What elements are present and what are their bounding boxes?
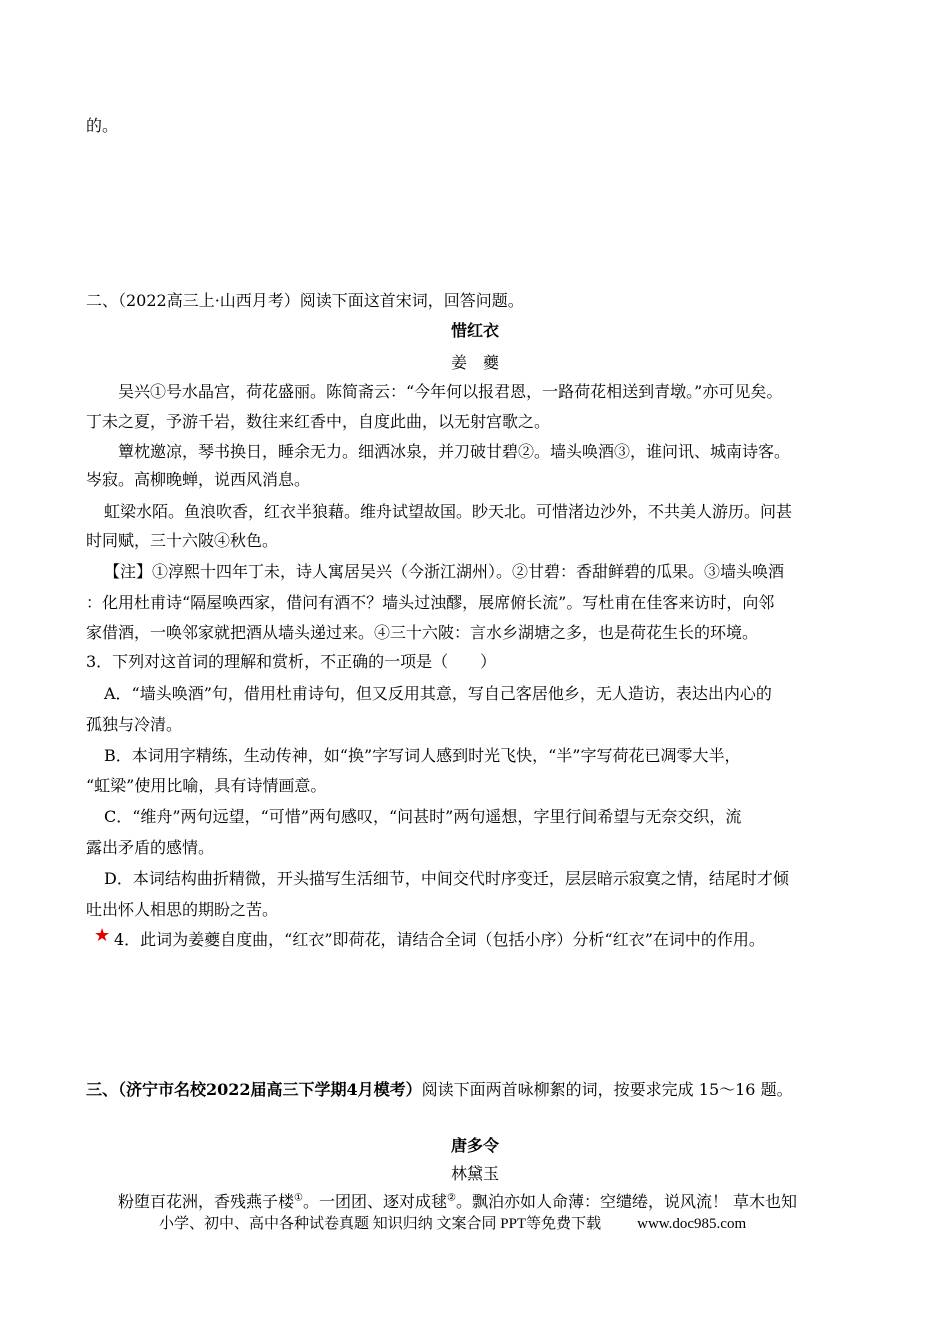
stanza2-line: 虹梁水陌。鱼浪吹香，红衣半狼藉。维舟试望故国。眇天北。可惜渚边沙外，不共美人游历。问甚 <box>104 502 793 521</box>
footnote-marker: ① <box>294 1192 303 1204</box>
poem-author: 姜 夔 <box>450 353 499 372</box>
note-line: 家借酒，一唤邻家就把酒从墙头递过来。④三十六陂：言水乡湖塘之多，也是荷花生长的环境。 <box>86 623 759 642</box>
footer-text: 小学、初中、高中各种试卷真题 知识归纳 文案合同 PPT等免费下载 <box>159 1216 602 1232</box>
option-d-cont: 吐出怀人相思的期盼之苦。 <box>86 900 279 919</box>
preface-line: 吴兴①号水晶宫，荷花盛丽。陈简斋云：“今年何以报君恩，一路荷花相送到青墩。”亦可见矣。 <box>118 382 783 401</box>
note-line: 【注】①淳熙十四年丁未，诗人寓居吴兴（今浙江湖州）。②甘碧：香甜鲜碧的瓜果。③墙头唤酒 <box>104 562 785 581</box>
footer-url[interactable]: www.doc985.com <box>637 1216 747 1232</box>
poem2-first-line <box>118 1192 797 1212</box>
section3-heading-instruction: 阅读下面两首咏柳絮的词，按要求完成 15～16 题。 <box>421 1080 793 1099</box>
note-line: ：化用杜甫诗“隔屋唤西家，借问有酒不？墙头过浊醪，展席俯长流”。写杜甫在佳客来访时，向邻 <box>86 593 775 612</box>
option-d: D．本词结构曲折精微，开头描写生活细节，中间交代时序变迁，层层暗示寂寞之情，结尾时才倾 <box>104 869 789 888</box>
stanza2-line: 时同赋，三十六陂④秋色。 <box>86 531 279 550</box>
option-a: A．“墙头唤酒”句，借用杜甫诗句，但又反用其意，写自己客居他乡，无人造访，表达出内心的 <box>104 684 772 703</box>
red-star-icon: ★ <box>94 925 111 946</box>
poem2-author: 林黛玉 <box>450 1164 499 1183</box>
section3-heading <box>86 1080 793 1100</box>
preface-line: 丁未之夏，予游千岩，数往来红香中，自度此曲，以无射宫歌之。 <box>86 412 551 431</box>
option-c-cont: 露出矛盾的感情。 <box>86 838 215 857</box>
option-a-cont: 孤独与冷清。 <box>86 715 183 734</box>
option-b: B．本词用字精练，生动传神，如“换”字写词人感到时光飞快，“半”字写荷花已凋零大半， <box>104 746 741 765</box>
question-4: 4．此词为姜夔自度曲，“红衣”即荷花，请结合全词（包括小序）分析“红衣”在词中的作用。 <box>114 930 765 949</box>
poem2-line-part: 。飘泊亦如人命薄：空缱绻，说风流！ 草木也知 <box>455 1192 798 1211</box>
stanza1-line: 岑寂。高柳晚蝉，说西风消息。 <box>86 470 311 489</box>
option-b-cont: “虹梁”使用比喻，具有诗情画意。 <box>86 776 327 795</box>
section3-heading-source: 三、（济宁市名校2022届高三下学期4月模考） <box>86 1080 422 1099</box>
footnote-marker: ② <box>447 1192 456 1204</box>
poem2-line-part: 。一团团、逐对成毬 <box>302 1192 447 1211</box>
top-fragment: 的。 <box>86 116 119 135</box>
option-c: C．“维舟”两句远望，“可惜”两句感叹，“问甚时”两句遥想，字里行间希望与无奈交织，流 <box>104 807 742 826</box>
question-3-stem: 3．下列对这首词的理解和赏析，不正确的一项是（ ） <box>86 652 497 671</box>
section2-heading: 二、（2022高三上·山西月考）阅读下面这首宋词，回答问题。 <box>86 291 524 310</box>
poem2-line-part: 粉堕百花洲，香残燕子楼 <box>118 1192 295 1211</box>
stanza1-line: 簟枕邀凉，琴书换日，睡余无力。细洒冰泉，并刀破甘碧②。墙头唤酒③，谁问讯、城南诗客。 <box>118 442 791 461</box>
footer <box>159 1214 746 1234</box>
poem-title: 惜红衣 <box>450 321 499 340</box>
poem2-title: 唐多令 <box>450 1136 499 1155</box>
